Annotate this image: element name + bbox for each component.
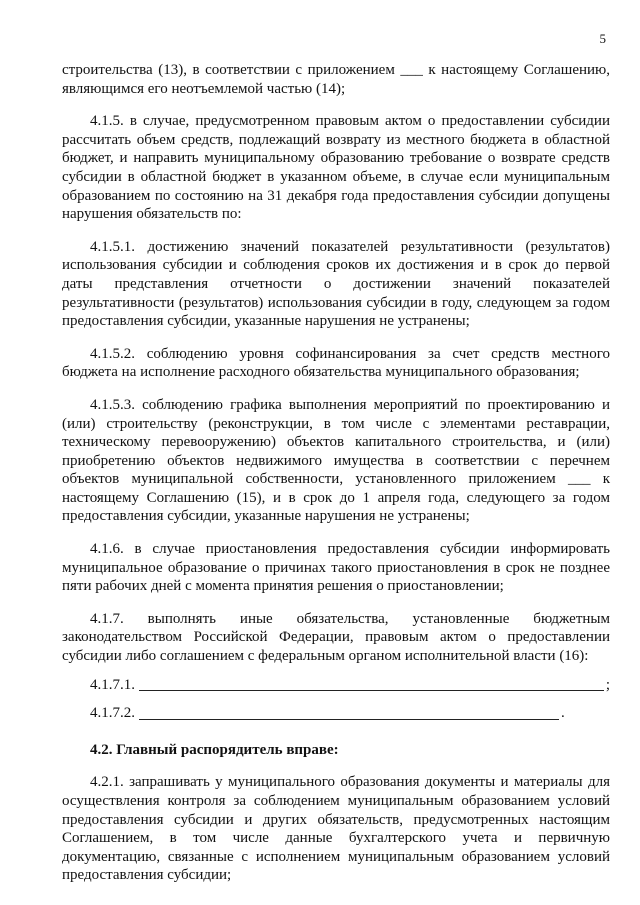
fill-line-4-1-7-1 <box>90 676 610 695</box>
fill-line-end: . <box>561 705 565 722</box>
paragraph-4-1-5-3: 4.1.5.3. соблюдению графика выполнения мероприятий по проектированию и (или) строительству (реконструкции, в том числе с элементами реставрации, техническому перевооружению) объектов капитального строительства, и (или) приобретению объектов недвижимого имущества в соответствии с перечнем объектов муниципальной собственности, установленного приложением ___ к настоящему Соглашению (15), и в срок до 1 апреля года, следующего за годом предоставления субсидии, указанные нарушения не устранены; <box>62 396 610 525</box>
paragraph-4-1-6: 4.1.6. в случае приостановления предоставления субсидии информировать муниципальное образование о причинах такого приостановления в срок не позднее пяти рабочих дней с момента принятия решения о приостановлении; <box>62 541 610 595</box>
fill-line-label: 4.1.7.2. <box>90 705 135 722</box>
paragraph-4-1-7: 4.1.7. выполнять иные обязательства, установленные бюджетным законодательством Российской Федерации, правовым актом о предоставлении субсидии либо соглашением с федеральным органом исполнительной власти (16): <box>62 610 610 665</box>
fill-line-4-1-7-2 <box>90 704 610 723</box>
document-body <box>62 61 610 885</box>
page-number: 5 <box>599 31 606 46</box>
paragraph-4-1-5: 4.1.5. в случае, предусмотренном правовым актом о предоставлении субсидии рассчитать объем средств, подлежащий возврату из местного бюджета в областной бюджет, и направить муниципальному образованию требование о возврате средств субсидии в областной бюджет в указанном объеме, в случае если муниципальным образованием по состоянию на 31 декабря года предоставления субсидии допущены нарушения обязательств по: <box>62 113 610 223</box>
section-heading-4-2: 4.2. Главный распорядитель вправе: <box>90 741 339 758</box>
fill-line-end: ; <box>605 676 610 693</box>
blank-line <box>139 689 604 691</box>
paragraph-continuation: строительства (13), в соответствии с приложением ___ к настоящему Соглашению, являющимся его неотъемлемой частью (14); <box>62 62 610 97</box>
fill-line-label: 4.1.7.1. <box>90 676 135 693</box>
paragraph-4-1-5-2: 4.1.5.2. соблюдению уровня софинансирования за счет средств местного бюджета на исполнение расходного обязательства муниципального образования; <box>62 345 610 381</box>
paragraph-4-1-5-1: 4.1.5.1. достижению значений показателей результативности (результатов) использования субсидии и соблюдения сроков их достижения и в срок до первой даты представления отчетности о достижении значений показателей результативности (результатов) использования субсидии в году, следующем за годом предоставления субсидии, указанные нарушения не устранены; <box>62 238 610 330</box>
blank-line <box>139 718 559 720</box>
paragraph-4-2-1: 4.2.1. запрашивать у муниципального образования документы и материалы для осуществления контроля за соблюдением муниципальным образованием условий предоставления субсидии и других обязательств, предусмотренных настоящим Соглашением, в том числе данные бухгалтерского учета и первичную документацию, связанные с исполнением муниципальным образованием условий предоставления субсидии; <box>62 774 610 884</box>
